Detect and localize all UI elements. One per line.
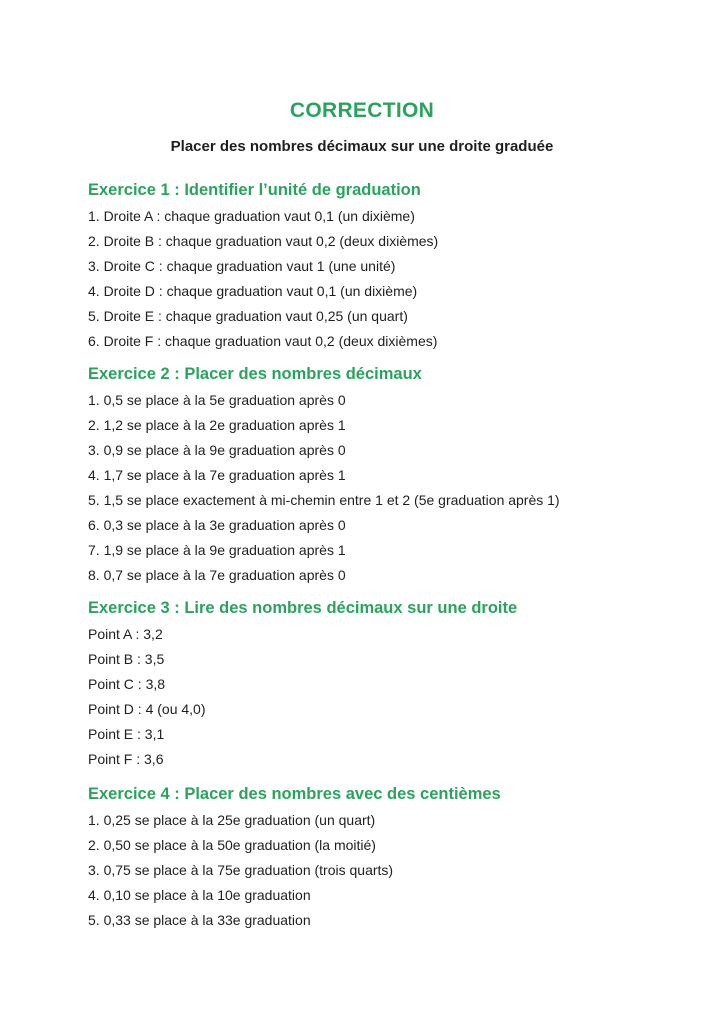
answer-item: 6. Droite F : chaque graduation vaut 0,2 (deux dixièmes) bbox=[88, 333, 438, 349]
answer-item: 1. Droite A : chaque graduation vaut 0,1 (un dixième) bbox=[88, 208, 415, 224]
answer-item: 1. 0,25 se place à la 25e graduation (un quart) bbox=[88, 812, 376, 828]
answer-item: 4. 0,10 se place à la 10e graduation bbox=[88, 887, 311, 903]
section-heading-exercice-1: Exercice 1 : Identifier l’unité de graduation bbox=[88, 181, 421, 199]
answer-item: 2. 1,2 se place à la 2e graduation après 1 bbox=[88, 417, 346, 433]
section-heading-exercice-4: Exercice 4 : Placer des nombres avec des centièmes bbox=[88, 785, 501, 803]
answer-item: 5. Droite E : chaque graduation vaut 0,25 (un quart) bbox=[88, 308, 408, 324]
answer-item: 5. 1,5 se place exactement à mi-chemin entre 1 et 2 (5e graduation après 1) bbox=[88, 492, 560, 508]
answer-item: 7. 1,9 se place à la 9e graduation après 1 bbox=[88, 542, 346, 558]
answer-item: Point C : 3,8 bbox=[88, 676, 166, 692]
section-heading-exercice-2: Exercice 2 : Placer des nombres décimaux bbox=[88, 365, 422, 383]
page-title: CORRECTION bbox=[289, 99, 435, 122]
answer-item: 8. 0,7 se place à la 7e graduation après 0 bbox=[88, 567, 346, 583]
section-exercice-1 bbox=[88, 178, 636, 354]
answer-item: 4. Droite D : chaque graduation vaut 0,1 (un dixième) bbox=[88, 283, 418, 299]
answer-item: 4. 1,7 se place à la 7e graduation après 1 bbox=[88, 467, 346, 483]
section-exercice-3 bbox=[88, 596, 636, 772]
section-exercice-4 bbox=[88, 782, 636, 933]
answer-item: 6. 0,3 se place à la 3e graduation après 0 bbox=[88, 517, 346, 533]
answer-item: Point A : 3,2 bbox=[88, 626, 163, 642]
answer-item: 1. 0,5 se place à la 5e graduation après 0 bbox=[88, 392, 346, 408]
answer-item: 5. 0,33 se place à la 33e graduation bbox=[88, 912, 311, 928]
answer-item: Point D : 4 (ou 4,0) bbox=[88, 701, 206, 717]
section-exercice-2 bbox=[88, 362, 636, 588]
document-subtitle: Placer des nombres décimaux sur une droite graduée bbox=[170, 138, 554, 155]
answer-item: 3. 0,75 se place à la 75e graduation (trois quarts) bbox=[88, 862, 394, 878]
answer-item: Point B : 3,5 bbox=[88, 651, 165, 667]
answer-item: 3. Droite C : chaque graduation vaut 1 (une unité) bbox=[88, 258, 396, 274]
answer-item: Point F : 3,6 bbox=[88, 751, 164, 767]
section-heading-exercice-3: Exercice 3 : Lire des nombres décimaux sur une droite bbox=[88, 599, 518, 617]
answer-item: 3. 0,9 se place à la 9e graduation après 0 bbox=[88, 442, 346, 458]
answer-item: 2. 0,50 se place à la 50e graduation (la moitié) bbox=[88, 837, 376, 853]
answer-item: Point E : 3,1 bbox=[88, 726, 165, 742]
answer-item: 2. Droite B : chaque graduation vaut 0,2 (deux dixièmes) bbox=[88, 233, 439, 249]
